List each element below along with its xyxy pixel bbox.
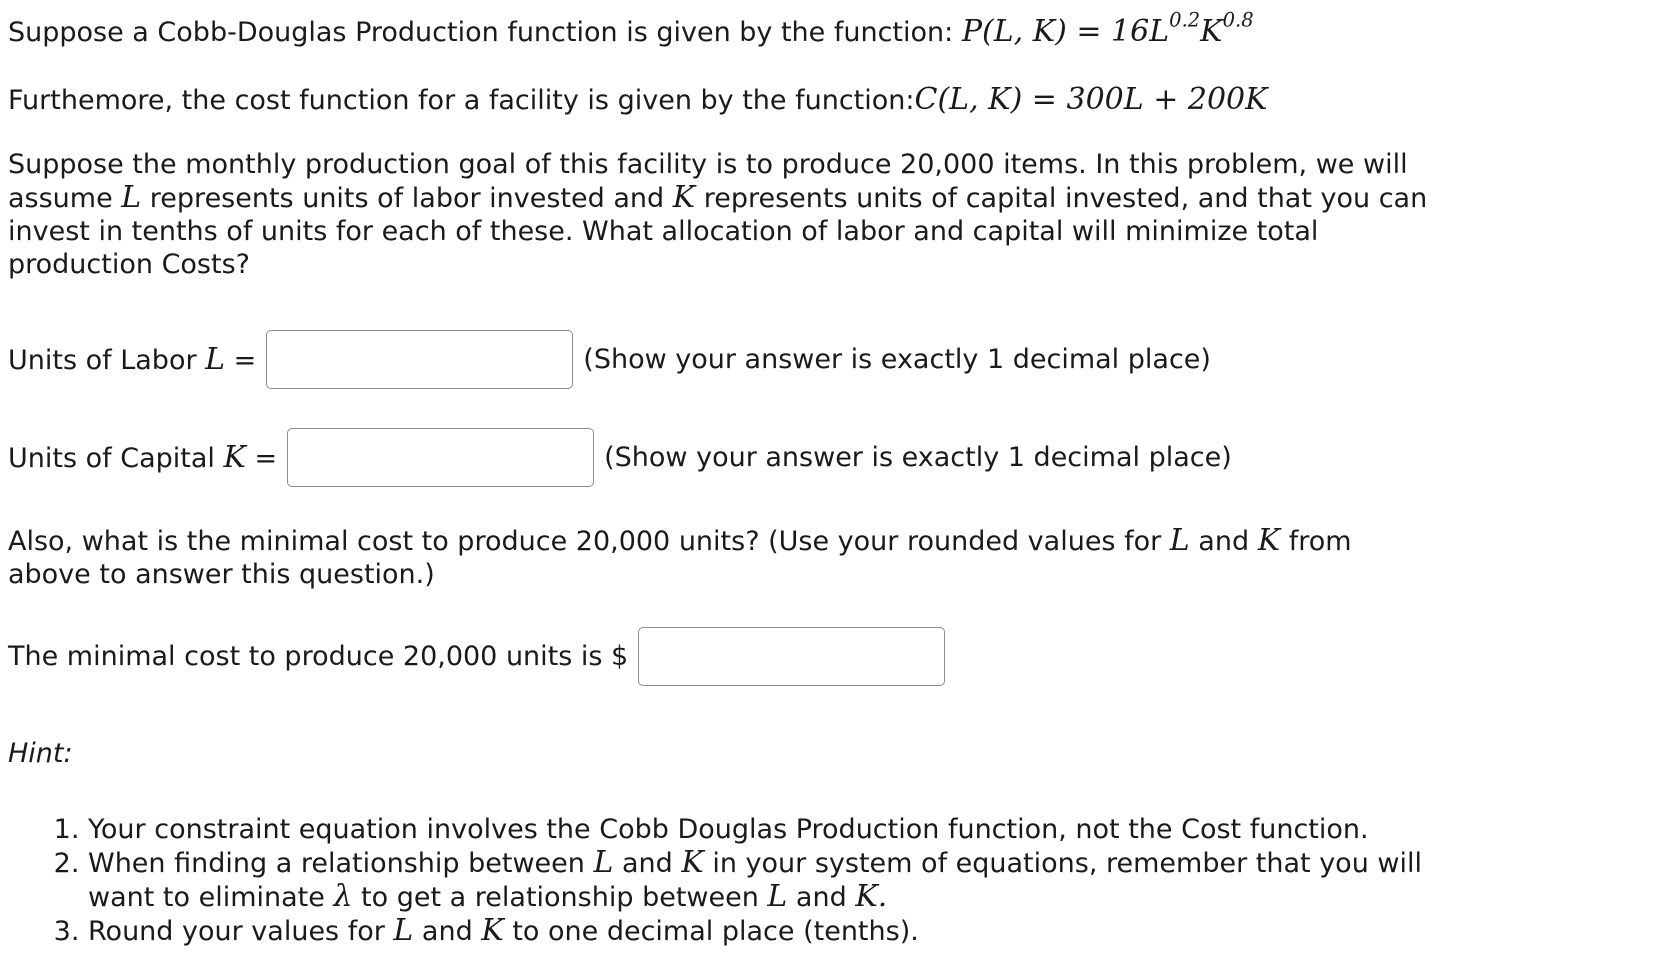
- variable-K: K: [672, 180, 696, 215]
- labor-input[interactable]: [266, 330, 573, 389]
- lambda-symbol: λ: [333, 879, 353, 914]
- production-formula: P(L, $K) = 16L^{0.2}K^{0.8}$: [961, 8, 1254, 49]
- hint-item: 1. Your constraint equation involves the Cobb Douglas Production function, not the Cost function.: [88, 813, 1468, 846]
- capital-input[interactable]: [287, 428, 594, 487]
- capital-answer-row: [8, 427, 1232, 487]
- production-function-statement: [8, 8, 1254, 49]
- capital-instruction: (Show your answer is exactly 1 decimal place): [604, 441, 1232, 473]
- cost-formula: C(L, K) = 300L + 200K: [914, 82, 1268, 117]
- labor-answer-row: [8, 329, 1211, 389]
- cost-function-statement: [8, 82, 1268, 117]
- minimal-cost-row: [8, 626, 955, 686]
- cost-question: Also, what is the minimal cost to produce 20,000 units? (Use your rounded values for L and K from above to answer this question.): [8, 523, 1352, 590]
- minimal-cost-label: The minimal cost to produce 20,000 units is $: [8, 640, 629, 672]
- variable-L: L: [121, 180, 142, 215]
- labor-instruction: (Show your answer is exactly 1 decimal place): [583, 343, 1211, 375]
- statement-text: Furthemore, the cost function for a facility is given by the function:: [8, 85, 915, 116]
- hint-list: [0, 813, 1468, 948]
- hint-item: 2. When finding a relationship between L and K in your system of equations, remember that you will want to eliminate λ to get a relationship between L and K.: [88, 846, 1468, 914]
- minimal-cost-input[interactable]: [638, 627, 945, 686]
- capital-label: Units of Capital K =: [8, 439, 278, 475]
- hint-item: 3. Round your values for L and K to one decimal place (tenths).: [88, 914, 1468, 948]
- statement-text: Suppose a Cobb-Douglas Production function is given by the function:: [8, 17, 962, 48]
- problem-paragraph: Suppose the monthly production goal of this facility is to produce 20,000 items. In this problem, we will assume L represents units of labor invested and K represents units of capital invested, and that you can invest in tenths of units for each of these. What allocation of labor and capital will minimize total production Costs?: [8, 149, 1428, 280]
- hint-title: Hint:: [8, 738, 73, 769]
- labor-label: Units of Labor L =: [8, 341, 257, 377]
